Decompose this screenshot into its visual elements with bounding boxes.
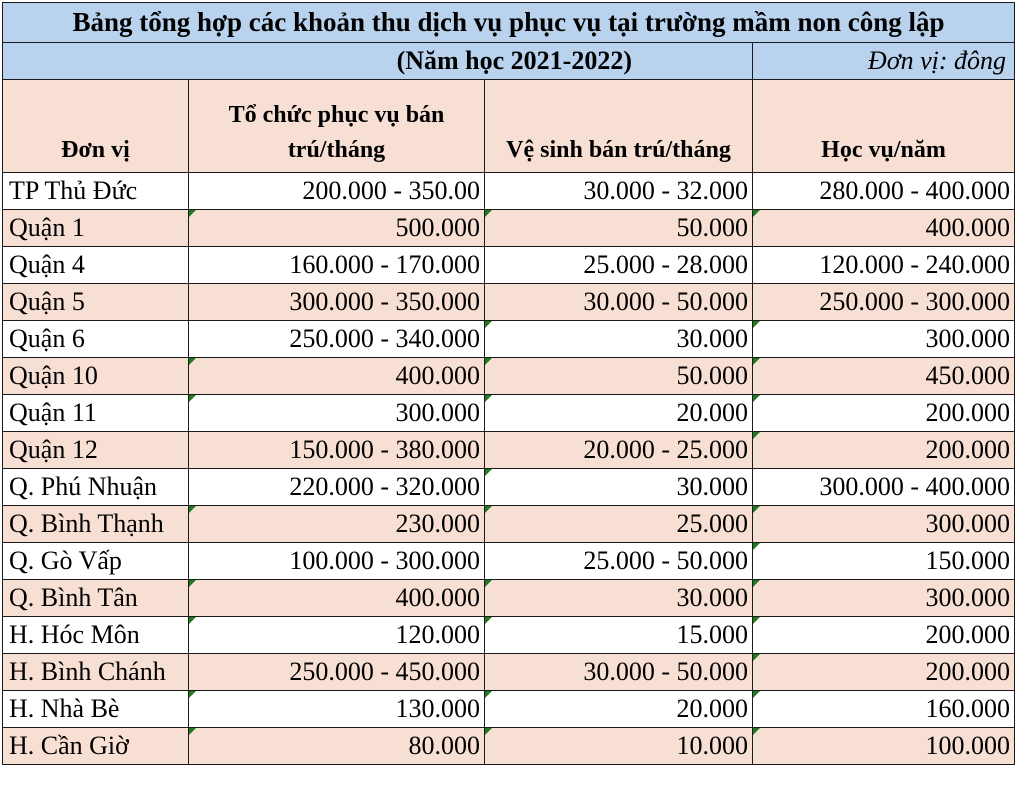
cell-flag-icon [485,580,492,587]
cell-ban-tru[interactable] [189,617,485,654]
cell-text: 450.000 [925,361,1010,390]
cell-flag-icon [753,210,760,217]
cell-text: 30.000 - 50.000 [583,657,748,686]
title-row [3,3,1015,43]
cell-hoc-vu[interactable] [753,580,1015,617]
cell-text: 30.000 - 32.000 [583,176,748,205]
cell-text: 15.000 [676,620,748,649]
cell-text: Q. Bình Tân [9,583,138,612]
cell-hoc-vu[interactable] [753,691,1015,728]
cell-flag-icon [485,210,492,217]
cell-flag-icon [485,728,492,735]
cell-text: H. Hóc Môn [9,620,140,649]
cell-hoc-vu[interactable] [753,210,1015,247]
table-title[interactable]: Bảng tổng hợp các khoản thu dịch vụ phục vụ tại trường mầm non công lập [3,3,1015,43]
cell-text: 250.000 - 300.000 [819,287,1010,316]
cell-flag-icon [189,506,196,513]
cell-don-vi[interactable] [3,247,189,284]
cell-text: 250.000 - 340.000 [289,324,480,353]
table-row [3,617,1015,654]
table-row [3,580,1015,617]
cell-don-vi[interactable] [3,543,189,580]
cell-don-vi[interactable] [3,691,189,728]
cell-ve-sinh[interactable] [485,543,753,580]
cell-ve-sinh[interactable] [485,469,753,506]
cell-hoc-vu[interactable] [753,654,1015,691]
table-row [3,395,1015,432]
cell-text: Quận 12 [9,435,98,464]
cell-text: 300.000 [925,324,1010,353]
cell-hoc-vu[interactable] [753,469,1015,506]
cell-flag-icon [485,358,492,365]
cell-don-vi[interactable] [3,617,189,654]
cell-ban-tru[interactable] [189,395,485,432]
cell-text: 300.000 [925,583,1010,612]
cell-don-vi[interactable] [3,284,189,321]
cell-ve-sinh[interactable] [485,173,753,210]
cell-don-vi[interactable] [3,210,189,247]
cell-hoc-vu[interactable] [753,617,1015,654]
cell-ve-sinh[interactable] [485,506,753,543]
cell-ban-tru[interactable] [189,469,485,506]
cell-hoc-vu[interactable] [753,321,1015,358]
cell-hoc-vu[interactable] [753,247,1015,284]
spreadsheet [2,2,1014,765]
cell-text: 20.000 [676,398,748,427]
cell-flag-icon [189,691,196,698]
table-row [3,469,1015,506]
cell-ban-tru[interactable] [189,321,485,358]
cell-don-vi[interactable] [3,395,189,432]
cell-text: 200.000 [925,620,1010,649]
cell-ve-sinh[interactable] [485,210,753,247]
cell-hoc-vu[interactable] [753,432,1015,469]
cell-ban-tru[interactable] [189,284,485,321]
cell-ban-tru[interactable] [189,728,485,765]
cell-ban-tru[interactable] [189,580,485,617]
cell-text: 100.000 [925,731,1010,760]
cell-text: Quận 1 [9,213,85,242]
cell-flag-icon [485,506,492,513]
cell-text: Q. Phú Nhuận [9,472,158,501]
cell-text: 300.000 - 350.000 [289,287,480,316]
cell-text: 500.000 [395,213,480,242]
cell-text: 150.000 - 380.000 [289,435,480,464]
table-row [3,432,1015,469]
table-row [3,210,1015,247]
table-row [3,654,1015,691]
cell-don-vi[interactable] [3,358,189,395]
cell-text: 200.000 [925,435,1010,464]
table-row [3,173,1015,210]
cell-text: 25.000 - 28.000 [583,250,748,279]
cell-text: 30.000 [676,583,748,612]
cell-text: 100.000 - 300.000 [289,546,480,575]
cell-flag-icon [485,469,492,476]
cell-don-vi[interactable] [3,173,189,210]
cell-text: TP Thủ Đức [9,176,138,205]
cell-text: 20.000 - 25.000 [583,435,748,464]
cell-ban-tru[interactable] [189,173,485,210]
header-row [3,80,1015,173]
cell-text: 50.000 [676,361,748,390]
cell-text: 220.000 - 320.000 [289,472,480,501]
cell-text: H. Nhà Bè [9,694,120,723]
cell-hoc-vu[interactable] [753,358,1015,395]
cell-flag-icon [485,321,492,328]
header-ve-sinh[interactable]: Vệ sinh bán trú/tháng [485,80,753,173]
cell-ban-tru[interactable] [189,432,485,469]
table-row [3,506,1015,543]
cell-text: 120.000 - 240.000 [819,250,1010,279]
cell-text: 30.000 [676,324,748,353]
cell-text: Quận 5 [9,287,85,316]
cell-text: 20.000 [676,694,748,723]
cell-text: Quận 11 [9,398,97,427]
cell-text: 130.000 [395,694,480,723]
cell-hoc-vu[interactable] [753,284,1015,321]
cell-ve-sinh[interactable] [485,654,753,691]
table-row [3,691,1015,728]
cell-text: 230.000 [395,509,480,538]
cell-don-vi[interactable] [3,506,189,543]
cell-text: 10.000 [676,731,748,760]
cell-text: Q. Bình Thạnh [9,509,164,538]
table-row [3,358,1015,395]
cell-text: 250.000 - 450.000 [289,657,480,686]
cell-text: 30.000 - 50.000 [583,287,748,316]
cell-ban-tru[interactable] [189,506,485,543]
fee-table [2,2,1015,765]
cell-text: 25.000 [676,509,748,538]
table-row [3,321,1015,358]
cell-flag-icon [753,691,760,698]
header-hoc-vu[interactable]: Học vụ/năm [753,80,1015,173]
cell-ban-tru[interactable] [189,210,485,247]
school-year[interactable]: (Năm học 2021-2022) [3,43,753,80]
cell-flag-icon [753,358,760,365]
cell-flag-icon [753,580,760,587]
cell-ban-tru[interactable] [189,358,485,395]
cell-text: 200.000 [925,398,1010,427]
cell-text: 30.000 [676,472,748,501]
cell-text: 160.000 [925,694,1010,723]
cell-text: H. Bình Chánh [9,657,166,686]
cell-flag-icon [753,543,760,550]
cell-ve-sinh[interactable] [485,617,753,654]
cell-text: 400.000 [395,361,480,390]
cell-hoc-vu[interactable] [753,506,1015,543]
cell-ve-sinh[interactable] [485,284,753,321]
cell-flag-icon [485,617,492,624]
cell-text: 300.000 [925,509,1010,538]
cell-text: 300.000 [395,398,480,427]
cell-hoc-vu[interactable] [753,543,1015,580]
table-row [3,247,1015,284]
cell-text: 400.000 [925,213,1010,242]
cell-text: 400.000 [395,583,480,612]
cell-text: 280.000 - 400.000 [819,176,1010,205]
cell-flag-icon [485,691,492,698]
cell-text: 25.000 - 50.000 [583,546,748,575]
cell-flag-icon [189,728,196,735]
table-row [3,543,1015,580]
cell-flag-icon [485,395,492,402]
cell-hoc-vu[interactable] [753,173,1015,210]
cell-flag-icon [189,395,196,402]
cell-flag-icon [753,728,760,735]
cell-flag-icon [189,358,196,365]
cell-ban-tru[interactable] [189,691,485,728]
cell-text: 200.000 - 350.00 [302,176,480,205]
header-don-vi[interactable]: Đơn vị [3,80,189,173]
cell-don-vi[interactable] [3,432,189,469]
cell-ve-sinh[interactable] [485,691,753,728]
cell-ban-tru[interactable] [189,543,485,580]
cell-text: Quận 10 [9,361,98,390]
cell-ve-sinh[interactable] [485,247,753,284]
cell-text: 80.000 [408,731,480,760]
cell-text: 50.000 [676,213,748,242]
cell-flag-icon [753,395,760,402]
cell-don-vi[interactable] [3,321,189,358]
cell-ve-sinh[interactable] [485,395,753,432]
cell-ve-sinh[interactable] [485,321,753,358]
cell-don-vi[interactable] [3,728,189,765]
cell-ve-sinh[interactable] [485,432,753,469]
cell-text: Quận 4 [9,250,85,279]
cell-flag-icon [189,210,196,217]
cell-ban-tru[interactable] [189,654,485,691]
table-row [3,284,1015,321]
table-row [3,728,1015,765]
cell-ve-sinh[interactable] [485,580,753,617]
cell-flag-icon [753,617,760,624]
cell-text: Quận 6 [9,324,85,353]
cell-text: 120.000 [395,620,480,649]
cell-ve-sinh[interactable] [485,358,753,395]
cell-text: 150.000 [925,546,1010,575]
cell-text: Q. Gò Vấp [9,546,122,575]
cell-flag-icon [189,580,196,587]
cell-ban-tru[interactable] [189,247,485,284]
cell-text: H. Cần Giờ [9,731,129,760]
cell-text: 160.000 - 170.000 [289,250,480,279]
cell-don-vi[interactable] [3,580,189,617]
cell-hoc-vu[interactable] [753,728,1015,765]
cell-don-vi[interactable] [3,469,189,506]
cell-text: 200.000 [925,657,1010,686]
header-ban-tru[interactable]: Tổ chức phục vụ bán trú/tháng [189,80,485,173]
cell-text: 300.000 - 400.000 [819,472,1010,501]
unit-label[interactable]: Đơn vị: đông [753,43,1015,80]
cell-flag-icon [753,321,760,328]
cell-flag-icon [189,617,196,624]
cell-hoc-vu[interactable] [753,395,1015,432]
cell-don-vi[interactable] [3,654,189,691]
cell-flag-icon [753,506,760,513]
cell-flag-icon [753,654,760,661]
subtitle-row [3,43,1015,80]
cell-ve-sinh[interactable] [485,728,753,765]
cell-flag-icon [753,432,760,439]
